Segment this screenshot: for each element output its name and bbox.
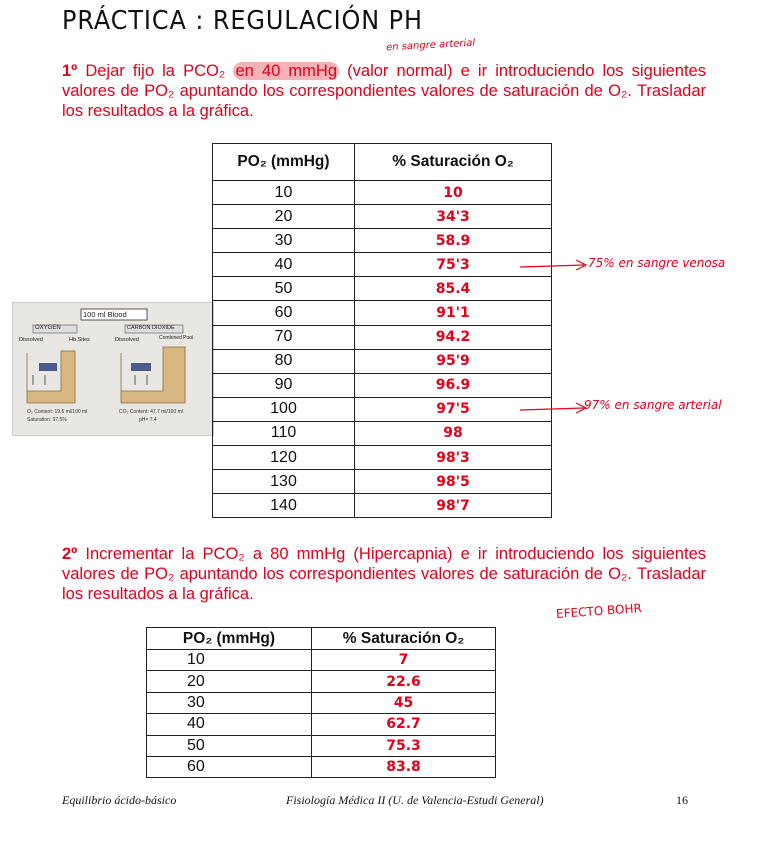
table-row (213, 301, 552, 325)
section2-text: Incrementar la PCO₂ a 80 mmHg (Hipercapnia) e ir introduciendo los siguientes valores de PO₂ apuntando los correspondientes valores de saturación de O₂. Trasladar los resultados a la gráfica. (62, 545, 706, 603)
table-row (213, 253, 552, 277)
section2-paragraph (62, 544, 706, 604)
po2-cell: 70 (213, 325, 355, 349)
po2-cell: 30 (213, 229, 355, 253)
table2-header-sat: % Saturación O₂ (312, 628, 496, 650)
note-efecto-bohr: EFECTO BOHR (555, 601, 643, 621)
table2-header-po2: PO₂ (mmHg) (147, 628, 312, 650)
saturation-cell: 22.6 (312, 671, 496, 692)
section2-number: 2º (62, 545, 78, 563)
arrow-venosa (518, 255, 598, 275)
po2-cell: 40 (213, 253, 355, 277)
saturation-table-2 (146, 627, 496, 778)
saturation-cell: 75'3 (355, 253, 552, 277)
table-row (147, 692, 496, 713)
note-arterial: 97% en sangre arterial (584, 398, 722, 412)
diagram-o2-content: O₂ Content: 19.6 ml/100 ml (27, 409, 88, 415)
saturation-cell: 98'7 (355, 494, 552, 518)
saturation-cell: 45 (312, 692, 496, 713)
diagram-dissolved-left: Dissolved (19, 337, 43, 343)
diagram-oxygen-label: OXYGEN (35, 325, 61, 331)
page-number: 16 (676, 793, 688, 807)
saturation-cell: 98'3 (355, 446, 552, 470)
blood-gas-diagram (12, 302, 214, 436)
po2-cell: 60 (213, 301, 355, 325)
saturation-cell: 58.9 (355, 229, 552, 253)
po2-cell: 10 (147, 650, 312, 671)
page-title: PRÁCTICA : REGULACIÓN PH (62, 6, 423, 36)
table-row (147, 735, 496, 756)
po2-cell: 120 (213, 446, 355, 470)
section1-number: 1º (62, 62, 78, 80)
footer-left: Equilibrio ácido-básico (62, 793, 177, 807)
diagram-combined-pool: Combined Pool (159, 335, 194, 341)
table-row (213, 277, 552, 301)
table-row (213, 494, 552, 518)
saturation-table-1 (212, 143, 552, 518)
saturation-cell: 94.2 (355, 325, 552, 349)
section1-paragraph (62, 61, 706, 121)
po2-cell: 10 (213, 181, 355, 205)
table-row (213, 205, 552, 229)
table-row (213, 325, 552, 349)
footer-center: Fisiología Médica II (U. de Valencia-Estudi General) (286, 793, 544, 807)
saturation-cell: 34'3 (355, 205, 552, 229)
table-row (213, 470, 552, 494)
diagram-saturation: Saturation: 97.5% (27, 417, 67, 423)
po2-cell: 40 (147, 714, 312, 735)
note-venosa: 75% en sangre venosa (588, 256, 726, 270)
saturation-cell: 97'5 (355, 397, 552, 421)
po2-cell: 20 (213, 205, 355, 229)
table1-header-po2: PO₂ (mmHg) (213, 144, 355, 181)
diagram-co2-label: CARBON DIOXIDE (127, 325, 175, 331)
table-row (213, 349, 552, 373)
diagram-header: 100 ml Blood (83, 310, 127, 319)
diagram-dissolved-right: Dissolved (115, 337, 139, 343)
po2-cell: 130 (213, 470, 355, 494)
table-row (147, 671, 496, 692)
diagram-co2-content: CO₂ Content: 47.7 ml/100 ml (119, 409, 183, 415)
po2-cell: 110 (213, 421, 355, 445)
table-row (147, 756, 496, 777)
section1-text-a: Dejar fijo la PCO₂ (85, 62, 226, 80)
table-row (213, 397, 552, 421)
table-row (147, 714, 496, 735)
po2-cell: 50 (213, 277, 355, 301)
po2-cell: 90 (213, 373, 355, 397)
po2-cell: 100 (213, 397, 355, 421)
saturation-cell: 98 (355, 421, 552, 445)
diagram-ph: pH= 7.4 (139, 417, 157, 423)
saturation-cell: 62.7 (312, 714, 496, 735)
po2-cell: 50 (147, 735, 312, 756)
saturation-cell: 98'5 (355, 470, 552, 494)
po2-cell: 60 (147, 756, 312, 777)
saturation-cell: 7 (312, 650, 496, 671)
po2-cell: 80 (213, 349, 355, 373)
diagram-hb-sites: Hb Sites (69, 337, 90, 343)
saturation-cell: 83.8 (312, 756, 496, 777)
saturation-cell: 91'1 (355, 301, 552, 325)
po2-cell: 20 (147, 671, 312, 692)
saturation-cell: 96.9 (355, 373, 552, 397)
table-row (213, 446, 552, 470)
table-row (213, 373, 552, 397)
saturation-cell: 85.4 (355, 277, 552, 301)
saturation-cell: 75.3 (312, 735, 496, 756)
section1-text-b: (valor normal) e ir introduciendo los siguientes valores de PO₂ apuntando los correspondientes valores de saturación de O₂. Trasladar los resultados a la gráfica. (62, 62, 706, 120)
table-row (213, 229, 552, 253)
po2-cell: 140 (213, 494, 355, 518)
table-row (213, 181, 552, 205)
annotation-arterial: en sangre arterial (385, 37, 476, 54)
table-row (147, 650, 496, 671)
saturation-cell: 95'9 (355, 349, 552, 373)
section1-highlight: en 40 mmHg (235, 62, 338, 80)
table1-header-sat: % Saturación O₂ (355, 144, 552, 181)
table-row (213, 421, 552, 445)
saturation-cell: 10 (355, 181, 552, 205)
po2-cell: 30 (147, 692, 312, 713)
diagram-graphic (13, 303, 213, 435)
